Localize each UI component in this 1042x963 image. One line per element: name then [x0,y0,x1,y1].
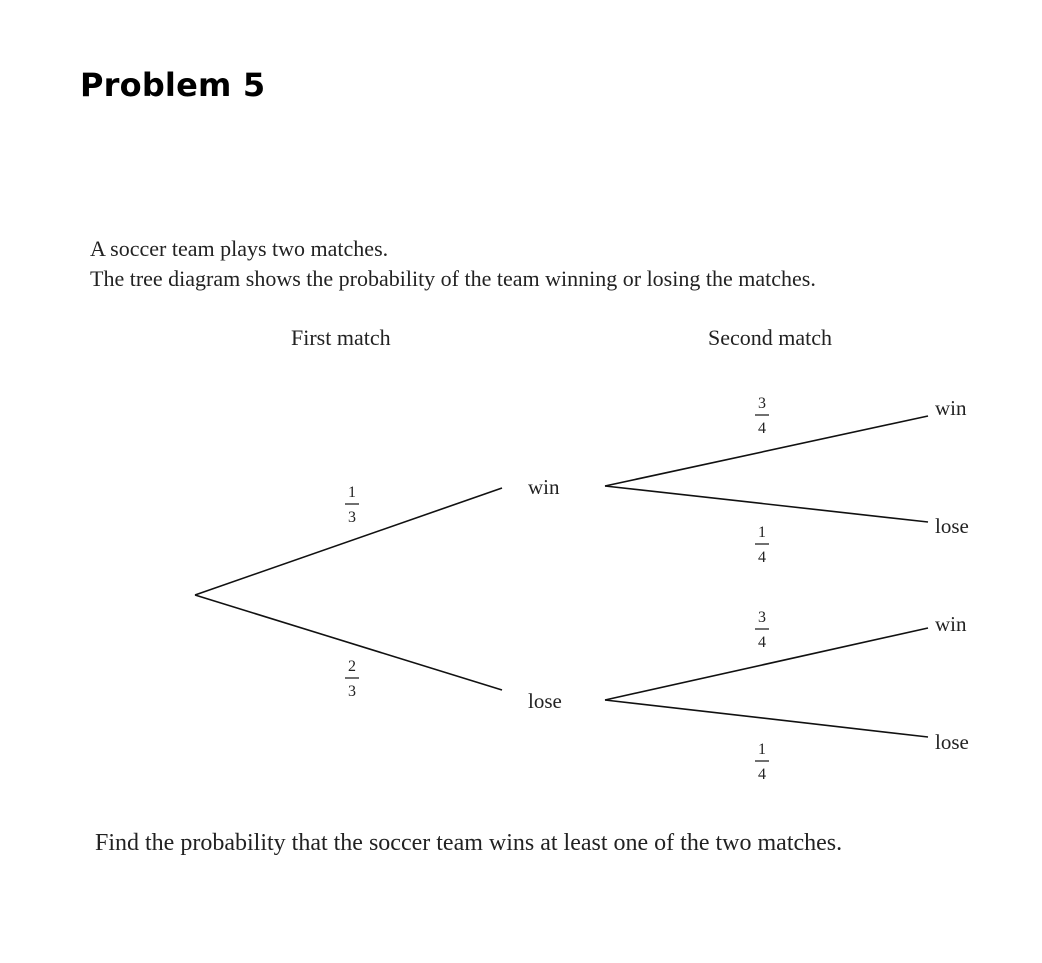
branch-win-lose [605,486,928,522]
fraction-win-lose [755,524,769,566]
first-match-heading: First match [291,325,391,350]
fraction-denominator: 3 [348,683,356,700]
problem-title: Problem 5 [80,66,266,104]
fraction-numerator: 3 [758,395,766,412]
outcome-win-lose: lose [935,514,969,538]
fraction-numerator: 1 [758,741,766,758]
fraction-win-win [755,395,769,437]
fraction-numerator: 3 [758,609,766,626]
outcome-lose-lose: lose [935,730,969,754]
fraction-denominator: 4 [758,549,766,566]
fraction-numerator: 1 [348,484,356,501]
question-text: Find the probability that the soccer team wins at least one of the two matches. [95,830,843,856]
branch-first-lose [195,595,502,690]
fraction-first-lose [345,658,359,700]
fraction-lose-win [755,609,769,651]
outcome-first-lose: lose [528,689,562,713]
fraction-first-win [345,484,359,526]
fraction-denominator: 4 [758,766,766,783]
fraction-numerator: 2 [348,658,356,675]
branch-win-win [605,416,928,486]
fraction-denominator: 3 [348,509,356,526]
outcome-first-win: win [528,475,560,499]
fraction-denominator: 4 [758,634,766,651]
branch-lose-win [605,628,928,700]
fraction-numerator: 1 [758,524,766,541]
outcome-win-win: win [935,396,967,420]
fraction-lose-lose [755,741,769,783]
second-match-heading: Second match [708,325,833,350]
fraction-denominator: 4 [758,420,766,437]
outcome-lose-win: win [935,612,967,636]
intro-text-line-2: The tree diagram shows the probability of the team winning or losing the matches. [90,266,816,291]
branch-lose-lose [605,700,928,737]
intro-text-line-1: A soccer team plays two matches. [90,236,389,261]
